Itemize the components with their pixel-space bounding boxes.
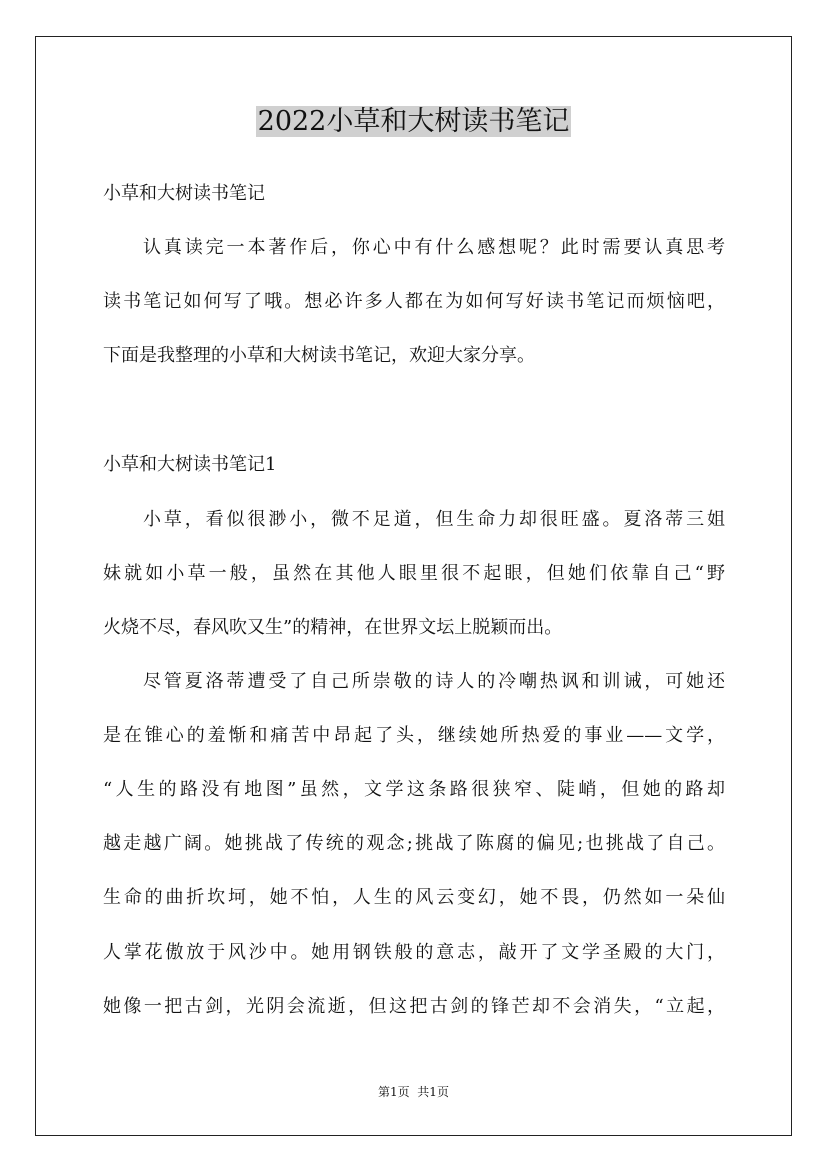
paragraph-line: 尽管夏洛蒂遭受了自己所崇敬的诗人的冷嘲热讽和训诫，可她还 bbox=[143, 671, 725, 692]
subtitle: 小草和大树读书笔记 bbox=[103, 183, 265, 204]
paragraph-line: 她像一把古剑，光阴会流逝，但这把古剑的锋芒却不会消失，“立起， bbox=[103, 996, 725, 1017]
intro-line: 下面是我整理的小草和大树读书笔记，欢迎大家分享。 bbox=[103, 345, 535, 366]
document-title: 2022小草和大树读书笔记 bbox=[257, 106, 570, 137]
paragraph-line: 火烧不尽，春风吹又生”的精神，在世界文坛上脱颖而出。 bbox=[103, 617, 563, 638]
paragraph-line: 越走越广阔。她挑战了传统的观念;挑战了陈腐的偏见;也挑战了自己。 bbox=[103, 833, 725, 854]
page-footer: 第1页 共1页 bbox=[378, 1085, 449, 1099]
paragraph-line: 人掌花傲放于风沙中。她用钢铁般的意志，敲开了文学圣殿的大门， bbox=[103, 942, 725, 963]
paragraph-line: 妹就如小草一般，虽然在其他人眼里很不起眼，但她们依靠自己“野 bbox=[103, 563, 725, 584]
paragraph-line: 是在锥心的羞惭和痛苦中昂起了头，继续她所热爱的事业——文学， bbox=[103, 725, 725, 746]
intro-line: 读书笔记如何写了哦。想必许多人都在为如何写好读书笔记而烦恼吧， bbox=[103, 291, 725, 312]
paragraph-line: “人生的路没有地图”虽然，文学这条路很狭窄、陡峭，但她的路却 bbox=[103, 779, 725, 800]
paragraph-line: 小草，看似很渺小，微不足道，但生命力却很旺盛。夏洛蒂三姐 bbox=[143, 509, 725, 530]
section-heading: 小草和大树读书笔记1 bbox=[103, 454, 277, 475]
intro-line: 认真读完一本著作后，你心中有什么感想呢？此时需要认真思考 bbox=[143, 237, 725, 258]
paragraph-line: 生命的曲折坎坷，她不怕，人生的风云变幻，她不畏，仍然如一朵仙 bbox=[103, 887, 725, 908]
